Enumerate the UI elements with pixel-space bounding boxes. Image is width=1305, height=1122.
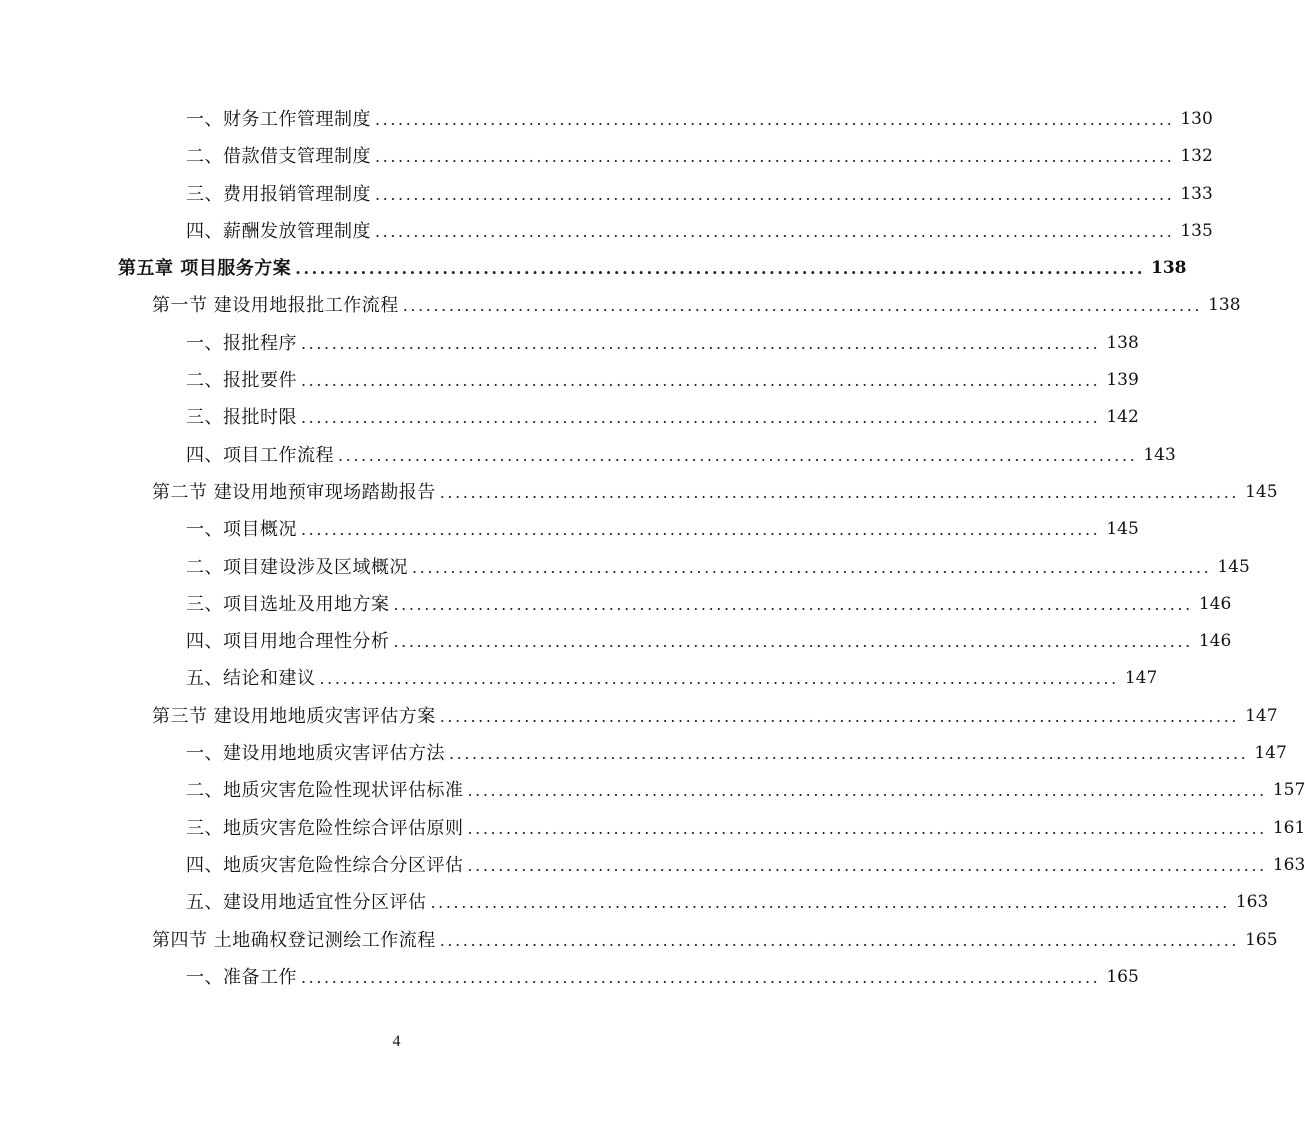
toc-entry-title: 二、借款借支管理制度: [186, 146, 371, 168]
toc-dot-leader: ........................................................................................................: [301, 333, 1101, 353]
toc-entry-page: 147: [1245, 705, 1278, 726]
toc-entry-title: 五、结论和建议: [186, 668, 316, 690]
toc-entry-page: 146: [1198, 631, 1232, 652]
toc-entry-title: 二、项目建设涉及区域概况: [186, 556, 408, 578]
toc-entry-page: 138: [1106, 332, 1139, 353]
toc-dot-leader: ........................................................................................................: [301, 371, 1101, 391]
toc-entry-title: 四、项目工作流程: [186, 444, 334, 466]
toc-entry-page: 133: [1180, 183, 1213, 204]
toc-entry[interactable]: [0, 213, 1213, 250]
toc-entry-title: 二、地质灾害危险性现状评估标准: [186, 780, 464, 802]
toc-entry[interactable]: [0, 511, 1139, 548]
toc-entry-title: 二、报批要件: [186, 370, 297, 392]
toc-dot-leader: ........................................................................................................: [412, 557, 1212, 577]
toc-entry-title: 三、报批时限: [186, 407, 297, 429]
toc-entry[interactable]: [0, 138, 1213, 175]
toc-entry[interactable]: [0, 772, 1305, 809]
toc-chapter-entry[interactable]: [0, 250, 1187, 287]
page-number: 4: [392, 1033, 401, 1050]
toc-entry[interactable]: [0, 847, 1305, 884]
toc-entry-page: 138: [1208, 295, 1241, 316]
toc-entry[interactable]: [0, 362, 1139, 399]
toc-entry[interactable]: [0, 437, 1176, 474]
toc-entry-title: 四、项目用地合理性分析: [186, 631, 390, 653]
toc-dot-leader: ........................................................................................................: [375, 147, 1175, 167]
toc-entry-page: 163: [1272, 854, 1305, 875]
toc-entry[interactable]: [0, 549, 1250, 586]
toc-entry-page: 147: [1124, 668, 1158, 689]
toc-entry-page: 165: [1106, 966, 1139, 987]
toc-entry-title: 一、财务工作管理制度: [186, 109, 371, 130]
toc-dot-leader: ........................................................................................................: [402, 296, 1203, 316]
toc-entry-page: 132: [1180, 146, 1213, 167]
toc-section-entry[interactable]: [0, 922, 1278, 959]
toc-entry[interactable]: [0, 399, 1139, 436]
toc-dot-leader: ........................................................................................................: [467, 781, 1267, 801]
toc-entry[interactable]: [0, 810, 1305, 847]
toc-entry-title: 第三节 建设用地地质灾害评估方案: [152, 705, 436, 727]
toc-entry-title: 一、准备工作: [186, 966, 297, 988]
toc-entry-title: 五、建设用地适宜性分区评估: [186, 892, 427, 914]
toc-dot-leader: ........................................................................................................: [393, 632, 1193, 652]
toc-entry-page: 139: [1106, 370, 1139, 391]
toc-dot-leader: ........................................................................................................: [449, 744, 1249, 764]
toc-dot-leader: ........................................................................................................: [301, 967, 1101, 987]
toc-section-entry[interactable]: [0, 287, 1241, 324]
toc-dot-leader: ........................................................................................................: [439, 482, 1240, 502]
toc-dot-leader: ........................................................................................................: [319, 669, 1119, 689]
toc-dot-leader: ........................................................................................................: [439, 930, 1240, 950]
toc-entry-page: 142: [1106, 407, 1139, 428]
toc-entry-page: 146: [1198, 593, 1232, 614]
toc-entry[interactable]: [0, 735, 1287, 772]
toc-dot-leader: ........................................................................................................: [393, 594, 1193, 614]
toc-entry-title: 三、项目选址及用地方案: [186, 593, 390, 615]
toc-section-entry[interactable]: [0, 698, 1278, 735]
toc-entry[interactable]: [0, 586, 1232, 623]
toc-dot-leader: ........................................................................................................: [338, 445, 1138, 465]
toc-entry[interactable]: [0, 884, 1269, 921]
toc-dot-leader: ........................................................................................................: [467, 855, 1267, 875]
toc-section-entry[interactable]: [0, 474, 1278, 511]
toc-dot-leader: ........................................................................................................: [375, 110, 1175, 129]
toc-entry[interactable]: [0, 176, 1213, 213]
toc-entry-title: 一、建设用地地质灾害评估方法: [186, 743, 445, 765]
toc-entry-page: 163: [1235, 892, 1269, 913]
toc-entry-title: 四、地质灾害危险性综合分区评估: [186, 854, 464, 876]
toc-entry-title: 三、地质灾害危险性综合评估原则: [186, 817, 464, 839]
toc-dot-leader: ........................................................................................................: [439, 706, 1240, 726]
toc-entry-page: 135: [1180, 220, 1213, 241]
toc-entry-title: 一、报批程序: [186, 332, 297, 354]
toc-entry[interactable]: [0, 101, 1213, 138]
toc-dot-leader: ........................................................................................................: [301, 408, 1101, 428]
toc-entry-title: 第二节 建设用地预审现场踏勘报告: [152, 481, 436, 503]
toc-entry-title: 一、项目概况: [186, 519, 297, 541]
toc-entry[interactable]: [0, 623, 1232, 660]
toc-entry-title: 四、薪酬发放管理制度: [186, 220, 371, 242]
toc-entry-page: 147: [1254, 743, 1287, 764]
toc-entry-page: 145: [1245, 481, 1278, 502]
toc-entry-page: 157: [1272, 780, 1305, 801]
toc-dot-leader: ........................................................................................................: [295, 259, 1145, 279]
toc-entry-title: 第一节 建设用地报批工作流程: [152, 295, 399, 317]
toc-dot-leader: ........................................................................................................: [375, 184, 1175, 204]
toc-entry-page: 145: [1217, 556, 1250, 577]
toc-entry-title: 三、费用报销管理制度: [186, 183, 371, 205]
toc-dot-leader: ........................................................................................................: [467, 818, 1267, 838]
table-of-contents: [0, 101, 1305, 996]
toc-entry-page: 161: [1272, 817, 1305, 838]
toc-entry[interactable]: [0, 325, 1139, 362]
toc-entry-title: 第五章 项目服务方案: [118, 258, 292, 280]
toc-entry-title: 第四节 土地确权登记测绘工作流程: [152, 929, 436, 951]
toc-entry[interactable]: [0, 660, 1158, 697]
toc-entry-page: 138: [1151, 258, 1187, 279]
toc-dot-leader: ........................................................................................................: [430, 893, 1230, 913]
toc-entry-page: 165: [1245, 929, 1278, 950]
toc-entry-page: 143: [1143, 444, 1176, 465]
toc-entry-page: 130: [1180, 109, 1213, 129]
toc-entry[interactable]: [0, 959, 1139, 996]
toc-entry-page: 145: [1106, 519, 1139, 540]
toc-dot-leader: ........................................................................................................: [375, 221, 1175, 241]
toc-dot-leader: ........................................................................................................: [301, 520, 1101, 540]
